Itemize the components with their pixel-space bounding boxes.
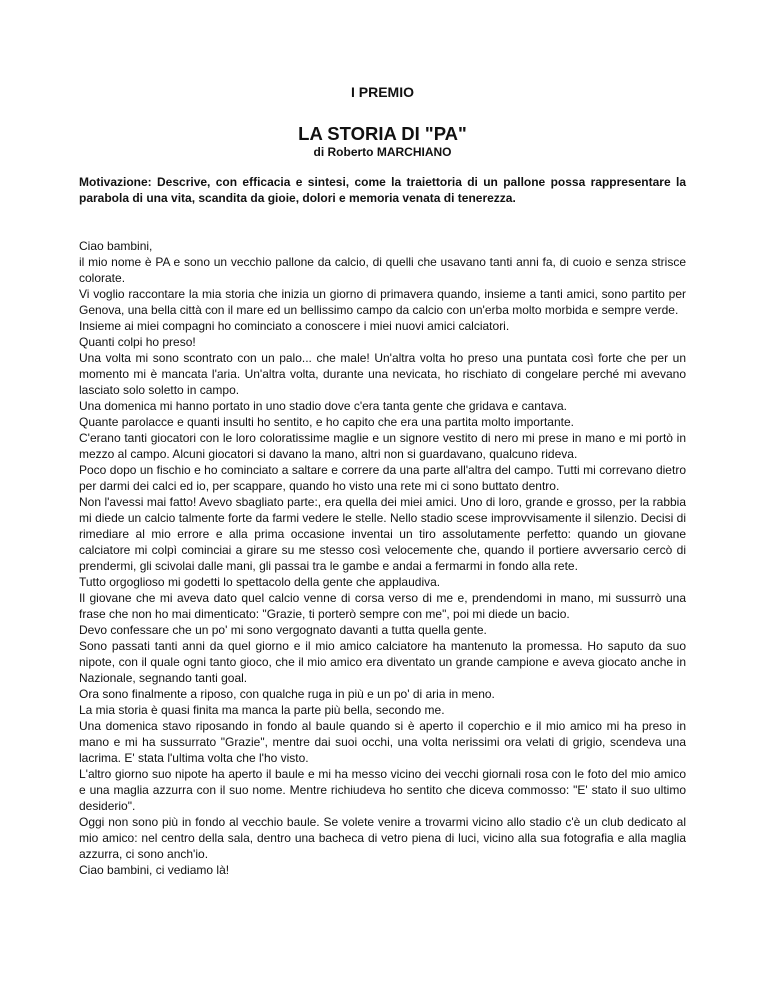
story-paragraph: Ciao bambini, — [79, 239, 153, 253]
story-paragraph: Devo confessare che un po' mi sono vergognato davanti a tutta quella gente. — [79, 623, 487, 637]
story-paragraph: Poco dopo un fischio e ho cominciato a saltare e correre da una parte all'altra del campo. Tutti mi correvano dietro per darmi dei calci ed io, per scappare, quando ho visto una rete mi ci sono buttato dentro. — [79, 463, 686, 493]
story-paragraph: Tutto orgoglioso mi godetti lo spettacolo della gente che applaudiva. — [79, 575, 441, 589]
story-paragraph: Oggi non sono più in fondo al vecchio baule. Se volete venire a trovarmi vicino allo stadio c'è un club dedicato al mio amico: nel centro della sala, dentro una bacheca di vetro piena di luci, vicino alla sua fotografia e alla maglia azzurra, ci sono anch'io. — [79, 815, 686, 861]
story-paragraph: il mio nome è PA e sono un vecchio pallone da calcio, di quelli che usavano tanti anni fa, di cuoio e senza strisce colorate. — [79, 255, 686, 285]
story-body — [79, 238, 686, 878]
story-paragraph: Una domenica stavo riposando in fondo al baule quando si è aperto il coperchio e il mio amico mi ha preso in mano e mi ha sussurrato "Grazie", mentre dai suoi occhi, una volta nerissimi ora velati di grigio, scendeva una lacrima. E' stata l'ultima volta che l'ho visto. — [79, 719, 686, 765]
motivation-paragraph: Motivazione: Descrive, con efficacia e sintesi, come la traiettoria di un pallone possa rappresentare la parabola di una vita, scandita da gioie, dolori e memoria venata di tenerezza. — [79, 175, 686, 205]
award-heading: I PREMIO — [350, 84, 414, 100]
story-paragraph: Una domenica mi hanno portato in uno stadio dove c'era tanta gente che gridava e cantava. — [79, 399, 567, 413]
document-page — [79, 84, 686, 878]
story-paragraph: Quante parolacce e quanti insulti ho sentito, e ho capito che era una partita molto importante. — [79, 415, 574, 429]
story-paragraph: Ciao bambini, ci vediamo là! — [79, 863, 230, 877]
story-paragraph: L'altro giorno suo nipote ha aperto il baule e mi ha messo vicino dei vecchi giornali rosa con le foto del mio amico e una maglia azzurra con il suo nome. Mentre richiudeva ho sentito che diceva commosso: "E' stato il suo ultimo desiderio". — [79, 767, 686, 813]
story-paragraph: Ora sono finalmente a riposo, con qualche ruga in più e un po' di aria in meno. — [79, 687, 495, 701]
story-paragraph: La mia storia è quasi finita ma manca la parte più bella, secondo me. — [79, 703, 445, 717]
story-paragraph: C'erano tanti giocatori con le loro coloratissime maglie e un signore vestito di nero mi prese in mano e mi portò in mezzo al campo. Alcuni giocatori si davano la mano, altri non si guardavano, qualcuno rideva. — [79, 431, 686, 461]
story-paragraph: Insieme ai miei compagni ho cominciato a conoscere i miei nuovi amici calciatori. — [79, 319, 510, 333]
story-title: LA STORIA DI "PA" — [298, 123, 467, 144]
story-paragraph: Una volta mi sono scontrato con un palo... che male! Un'altra volta ho preso una puntata così forte che per un momento mi è mancata l'aria. Un'altra volta, durante una nevicata, ho rischiato di congelare perché mi avevano lasciato solo soletto in campo. — [79, 351, 686, 397]
story-paragraph: Il giovane che mi aveva dato quel calcio venne di corsa verso di me e, prendendomi in mano, mi sussurrò una frase che non ho mai dimenticato: "Grazie, ti porterò sempre con me", poi mi diede un bacio. — [79, 591, 686, 621]
story-paragraph: Sono passati tanti anni da quel giorno e il mio amico calciatore ha mantenuto la promessa. Ho saputo da suo nipote, con il quale ogni tanto gioco, che il mio amico era diventato un grande campione e aveva giocato anche in Nazionale, segnando tanti goal. — [79, 639, 686, 685]
story-paragraph: Vi voglio raccontare la mia storia che inizia un giorno di primavera quando, insieme a tanti amici, sono partito per Genova, una bella città con il mare ed un bellissimo campo da calcio con un'erba molto morbida e sempre verde. — [79, 287, 686, 317]
author-line: di Roberto MARCHIANO — [313, 145, 452, 159]
story-paragraph: Quanti colpi ho preso! — [79, 335, 196, 349]
story-paragraph: Non l'avessi mai fatto! Avevo sbagliato parte:, era quella dei miei amici. Uno di loro, grande e grosso, per la rabbia mi diede un calcio talmente forte da farmi vedere le stelle. Nello stadio scese improvvisamente il silenzio. Decisi di rimediare al mio errore e alla prima occasione inventai un tiro assolutamente perfetto: quando un giovane calciatore mi colpì cominciai a girare su me stesso così velocemente che, quando il portiere avversario cercò di prendermi, gli scivolai dalle mani, gli passai tra le gambe e andai a fermarmi in fondo alla rete. — [79, 495, 686, 573]
